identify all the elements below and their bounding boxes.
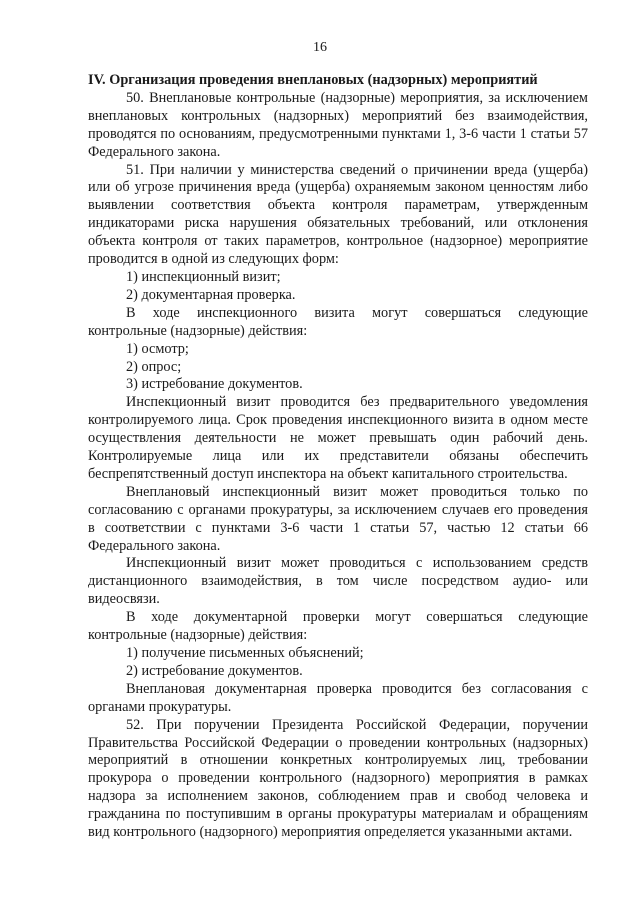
list-item: 2) документарная проверка. xyxy=(126,286,296,303)
paragraph: Инспекционный визит проводится без предварительного уведомления контролируемого лица. Срок проведения инспекционного визита в одном месте осуществления деятельности не может превышать один рабочий день. Контролируемые лица или их представители обязаны обеспечить беспрепятственный доступ инспектора на объект капитального строительства. xyxy=(88,394,588,482)
paragraph: В ходе документарной проверки могут совершаться следующие контрольные (надзорные) действия: xyxy=(88,609,588,644)
list-item: 1) инспекционный визит; xyxy=(126,268,281,285)
list-item: 1) получение письменных объяснений; xyxy=(126,645,364,661)
list-item: 2) опрос; xyxy=(126,358,182,375)
paragraph-50: 50. Внеплановые контрольные (надзорные) мероприятия, за исключением внеплановых контрольных (надзорных) мероприятий без взаимодействия, проводятся по основаниям, предусмотренными пунктами 1, 3-6 части 1 статьи 57 Федерального закона. xyxy=(88,89,588,160)
section-heading: IV. Организация проведения внеплановых (надзорных) мероприятий xyxy=(88,72,538,88)
list-item: 1) осмотр; xyxy=(126,340,189,357)
list-item: 3) истребование документов. xyxy=(126,376,303,393)
paragraph-52: 52. При поручении Президента Российской Федерации, поручении Правительства Российской Федерации о проведении контрольных (надзорных) мероприятий в отношении конкретных контролируемых лиц, требовании прокурора о проведении контрольного (надзорного) мероприятия в рамках надзора за исполнением законов, соблюдением прав и свобод человека и гражданина по поступившим в органы прокуратуры материалам и обращениям вид контрольного (надзорного) мероприятия определяется указанными актами. xyxy=(88,716,588,841)
page-number: 16 xyxy=(313,40,327,55)
document-body xyxy=(88,72,588,842)
list-item: 2) истребование документов. xyxy=(126,662,303,679)
paragraph-51: 51. При наличии у министерства сведений о причинении вреда (ущерба) или об угрозе причинения вреда (ущерба) охраняемым законом ценностям либо выявлении соответствия объекта контроля параметрам, утвержденным индикаторами риска нарушения обязательных требований, или отклонения объекта контроля от таких параметров, контрольное (надзорное) мероприятие проводится в одной из следующих форм: xyxy=(88,161,588,268)
paragraph: Инспекционный визит может проводиться с использованием средств дистанционного взаимодействия, в том числе посредством аудио- или видеосвязи. xyxy=(88,555,588,608)
paragraph: Внеплановая документарная проверка проводится без согласования с органами прокуратуры. xyxy=(88,680,588,715)
paragraph: В ходе инспекционного визита могут совершаться следующие контрольные (надзорные) действия: xyxy=(88,304,588,339)
paragraph: Внеплановый инспекционный визит может проводиться только по согласованию с органами прокуратуры, за исключением случаев его проведения в соответствии с пунктами 3-6 части 1 статьи 57, частью 12 статьи 66 Федерального закона. xyxy=(88,483,588,554)
